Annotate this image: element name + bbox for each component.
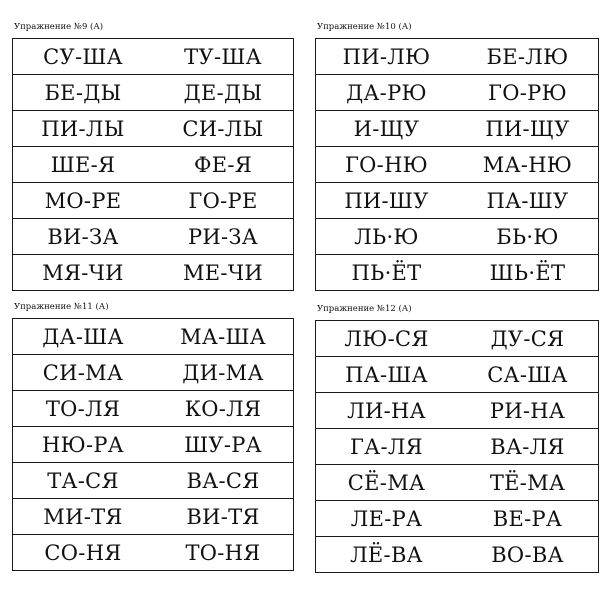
table-row [13, 462, 293, 498]
table-row [316, 182, 598, 218]
exercise-title: Упражнение №10 (А) [317, 22, 412, 32]
table-row [13, 74, 293, 110]
syllable-word: ГО-НЮ [344, 152, 429, 177]
exercise-10 [315, 22, 595, 291]
syllable-word: СИ-ЛЫ [182, 116, 264, 141]
syllable-word: МИ-ТЯ [43, 504, 123, 529]
syllable-word: ПЬ·ЁТ [351, 260, 422, 285]
table-row [316, 218, 598, 254]
syllable-word: НЮ-РА [41, 432, 124, 457]
syllable-word: БЕ-ДЫ [44, 80, 122, 105]
table-row [13, 146, 293, 182]
table-row [316, 146, 598, 182]
exercise-11 [12, 302, 292, 571]
syllable-word: ВИ-ЗА [47, 224, 119, 249]
syllable-word: СИ-МА [42, 360, 124, 385]
syllable-word: ВИ-ТЯ [186, 504, 260, 529]
syllable-word: ТО-ЛЯ [45, 396, 121, 421]
exercise-title: Упражнение №12 (А) [317, 304, 412, 314]
syllable-word: ПА-ШУ [486, 188, 569, 213]
syllable-word: ВО-ВА [491, 542, 564, 567]
table-row [316, 392, 598, 428]
table-row [316, 536, 598, 572]
syllable-word: И-ЩУ [353, 116, 420, 141]
syllable-table [12, 38, 294, 291]
table-row [316, 500, 598, 536]
table-row [13, 534, 293, 570]
syllable-word: ДЕ-ДЫ [183, 80, 263, 105]
syllable-word: РИ-ЗА [187, 224, 259, 249]
syllable-word: ДУ-СЯ [490, 326, 565, 351]
syllable-word: ГО-РЕ [188, 188, 258, 213]
table-row [316, 321, 598, 356]
table-row [316, 464, 598, 500]
syllable-word: ШУ-РА [184, 432, 262, 457]
syllable-word: ГО-РЮ [488, 80, 567, 105]
syllable-word: ДА-ША [42, 324, 124, 349]
table-row [316, 39, 598, 74]
syllable-word: ДА-РЮ [346, 80, 427, 105]
syllable-word: ФЕ-Я [193, 152, 253, 177]
table-row [316, 428, 598, 464]
table-row [316, 356, 598, 392]
table-row [316, 254, 598, 290]
syllable-word: ЛИ-НА [347, 398, 426, 423]
table-row [13, 182, 293, 218]
syllable-word: КО-ЛЯ [184, 396, 262, 421]
syllable-word: СУ-ША [43, 44, 123, 69]
table-row [13, 218, 293, 254]
syllable-word: ТА-СЯ [47, 468, 119, 493]
syllable-word: СЁ-МА [347, 470, 426, 495]
exercise-title: Упражнение №9 (А) [14, 22, 104, 32]
syllable-word: ПИ-ЩУ [485, 116, 570, 141]
exercise-9 [12, 22, 292, 291]
syllable-table [315, 38, 599, 291]
syllable-word: ПИ-ЛЫ [41, 116, 125, 141]
syllable-word: МА-ША [180, 324, 266, 349]
syllable-word: ПИ-ЛЮ [342, 44, 431, 69]
syllable-word: ТЁ-МА [489, 470, 566, 495]
syllable-word: МЕ-ЧИ [183, 260, 263, 285]
syllable-word: ШЬ·ЁТ [489, 260, 566, 285]
syllable-table [12, 318, 294, 571]
syllable-word: ГА-ЛЯ [350, 434, 423, 459]
table-row [316, 74, 598, 110]
syllable-table [315, 320, 599, 573]
syllable-word: МА-НЮ [482, 152, 573, 177]
table-row [13, 254, 293, 290]
table-row [13, 110, 293, 146]
syllable-word: БЬ·Ю [496, 224, 559, 249]
exercise-title: Упражнение №11 (А) [14, 302, 109, 312]
syllable-word: РИ-НА [489, 398, 566, 423]
syllable-word: ТО-НЯ [185, 540, 261, 565]
table-row [13, 498, 293, 534]
syllable-word: ШЕ-Я [50, 152, 116, 177]
syllable-word: СА-ША [487, 362, 568, 387]
syllable-word: ПИ-ШУ [344, 188, 429, 213]
table-row [13, 354, 293, 390]
syllable-word: ЛЮ-СЯ [344, 326, 429, 351]
syllable-word: ЛЕ-РА [350, 506, 423, 531]
table-row [13, 426, 293, 462]
syllable-word: МО-РЕ [44, 188, 122, 213]
syllable-word: ЛЬ·Ю [354, 224, 419, 249]
table-row [13, 390, 293, 426]
syllable-word: ЛЁ-ВА [350, 542, 423, 567]
syllable-word: ПА-ША [345, 362, 428, 387]
syllable-word: ВА-СЯ [186, 468, 260, 493]
syllable-word: ДИ-МА [182, 360, 264, 385]
table-row [316, 110, 598, 146]
syllable-word: МЯ-ЧИ [42, 260, 124, 285]
syllable-word: БЕ-ЛЮ [486, 44, 569, 69]
table-row [13, 319, 293, 354]
syllable-word: ТУ-ША [184, 44, 262, 69]
table-row [13, 39, 293, 74]
syllable-word: ВЕ-РА [492, 506, 563, 531]
syllable-word: СО-НЯ [44, 540, 122, 565]
exercise-12 [315, 304, 595, 573]
syllable-word: ВА-ЛЯ [490, 434, 565, 459]
